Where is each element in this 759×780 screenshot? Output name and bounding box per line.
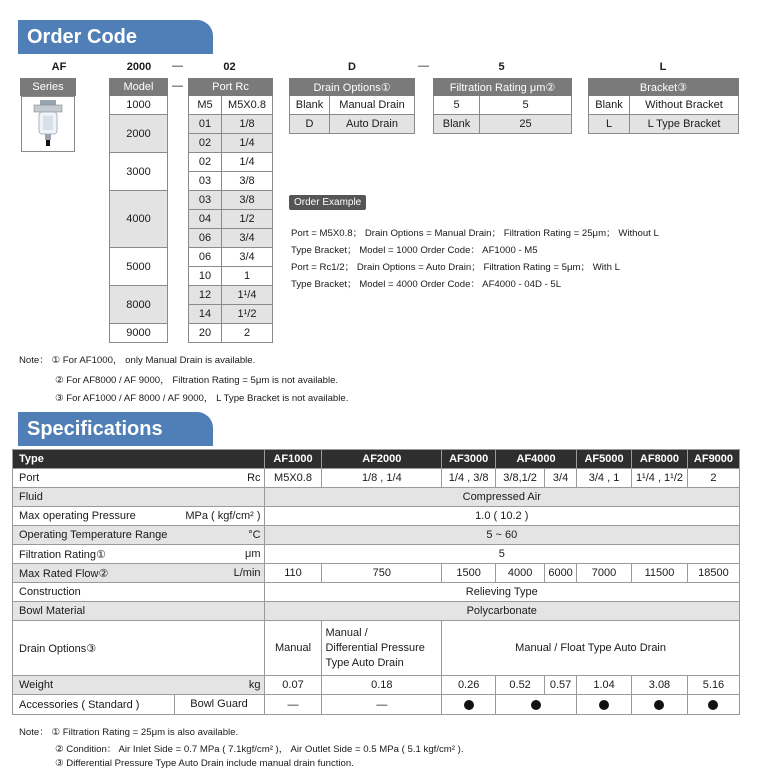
spec-value: Compressed Air <box>264 488 739 507</box>
spec-value: — <box>264 695 322 715</box>
spec-value: Manual <box>264 621 322 676</box>
spec-model-header: AF3000 <box>442 450 496 469</box>
port-size: 3/8 <box>222 172 273 191</box>
port-size: 1/2 <box>222 210 273 229</box>
model-cell: 2000 <box>110 115 168 153</box>
order-example-line: Type Bracket； Model = 4000 Order Code： AF4000 - 04D - 5L <box>291 279 562 290</box>
bracket-header: Bracket③ <box>589 79 739 96</box>
included-dot-icon <box>654 700 664 710</box>
spec-value: Polycarbonate <box>264 602 739 621</box>
port-code: 02 <box>189 153 222 172</box>
included-dot-icon <box>531 700 541 710</box>
code-af: AF <box>51 61 67 73</box>
spec-value: 0.26 <box>442 676 496 695</box>
filter-header: Filtration Rating μm② <box>434 79 572 96</box>
spec-unit: L/min <box>233 566 261 579</box>
model-cell: 5000 <box>110 248 168 286</box>
port-header: Port Rc <box>189 79 273 96</box>
spec-row-pressure <box>13 507 740 526</box>
dash: — <box>172 80 183 92</box>
port-code: 14 <box>189 305 222 324</box>
spec-row-weight <box>13 676 740 695</box>
port-code: 20 <box>189 324 222 343</box>
spec-unit: °C <box>248 529 261 541</box>
model-table <box>109 78 168 343</box>
spec-label: Drain Options③ <box>13 621 265 676</box>
spec-unit: Rc <box>247 472 261 484</box>
spec-value: 1¹/4 , 1¹/2 <box>632 469 688 488</box>
spec-value: Relieving Type <box>264 583 739 602</box>
bracket-code: L <box>589 115 630 134</box>
spec-value: 3/8,1/2 <box>496 469 545 488</box>
spec-value: — <box>322 695 442 715</box>
order-code-banner: Order Code <box>18 20 213 54</box>
order-note: Note： ① For AF1000， only Manual Drain is available. <box>19 355 256 366</box>
spec-unit: kg <box>248 679 261 691</box>
spec-value: M5X0.8 <box>264 469 322 488</box>
spec-row-construction <box>13 583 740 602</box>
port-code: 10 <box>189 267 222 286</box>
spec-row-bowl <box>13 602 740 621</box>
model-header: Model <box>110 79 168 96</box>
filter-code: Blank <box>434 115 480 134</box>
code-port: 02 <box>223 61 236 73</box>
order-note: ② For AF8000 / AF 9000， Filtration Rating = 5μm is not available. <box>55 375 339 386</box>
spec-value: 11500 <box>632 564 688 583</box>
spec-value: 5 <box>264 545 739 564</box>
spec-unit: MPa ( kgf/cm² ) <box>185 510 261 522</box>
drain-desc: Manual Drain <box>330 96 415 115</box>
spec-header-row <box>13 450 740 469</box>
spec-value: 750 <box>322 564 442 583</box>
spec-label: Accessories ( Standard ) <box>19 698 140 711</box>
spec-model-header: AF8000 <box>632 450 688 469</box>
spec-value: 3/4 , 1 <box>577 469 632 488</box>
spec-label: Max operating Pressure <box>19 510 136 522</box>
drain-code: Blank <box>290 96 330 115</box>
filter-value: 5 <box>480 96 572 115</box>
port-size: 3/4 <box>222 248 273 267</box>
model-cell: 3000 <box>110 153 168 191</box>
bracket-desc: Without Bracket <box>630 96 739 115</box>
port-size: 1¹/2 <box>222 305 273 324</box>
bracket-desc: L Type Bracket <box>630 115 739 134</box>
spec-value: 1/4 , 3/8 <box>442 469 496 488</box>
spec-value: 4000 <box>496 564 545 583</box>
filter-code: 5 <box>434 96 480 115</box>
spec-value-line: Type Auto Drain <box>325 656 404 669</box>
spec-label: Operating Temperature Range <box>19 529 168 541</box>
spec-note: ② Condition： Air Inlet Side = 0.7 MPa ( 7.1kgf/cm² )， Air Outlet Side = 0.5 MPa ( 5.1 kgf/cm² ). <box>55 744 464 755</box>
spec-model-header: AF4000 <box>496 450 577 469</box>
port-size: M5X0.8 <box>222 96 273 115</box>
spec-value: 5 ~ 60 <box>264 526 739 545</box>
spec-label: Construction <box>13 583 265 602</box>
port-code: 02 <box>189 134 222 153</box>
spec-value: 0.57 <box>545 676 577 695</box>
order-example-line: Port = Rc1/2； Drain Options = Auto Drain； Filtration Rating = 5μm； With L <box>291 262 620 273</box>
model-cell: 9000 <box>110 324 168 343</box>
port-size: 1/4 <box>222 134 273 153</box>
code-filter: 5 <box>498 61 505 73</box>
dash: — <box>172 60 183 72</box>
spec-label: Fluid <box>13 488 265 507</box>
spec-row-filtration <box>13 545 740 564</box>
order-example-line: Port = M5X0.8； Drain Options = Manual Drain； Filtration Rating = 25μm； Without L <box>291 228 659 239</box>
spec-label: Bowl Material <box>13 602 265 621</box>
spec-value: 1/8 , 1/4 <box>322 469 442 488</box>
spec-row-accessories <box>13 695 740 715</box>
model-cell: 1000 <box>110 96 168 115</box>
port-code: M5 <box>189 96 222 115</box>
bracket-code: Blank <box>589 96 630 115</box>
spec-row-fluid <box>13 488 740 507</box>
specifications-table <box>12 449 740 715</box>
spec-unit: μm <box>245 547 261 560</box>
spec-value: 1.04 <box>577 676 632 695</box>
spec-type-header: Type <box>13 450 265 469</box>
spec-label: Max Rated Flow② <box>19 567 109 580</box>
included-dot-icon <box>708 700 718 710</box>
port-size: 1¹/4 <box>222 286 273 305</box>
spec-value: 1500 <box>442 564 496 583</box>
spec-value: 0.52 <box>496 676 545 695</box>
filter-table <box>433 78 572 134</box>
spec-row-drain <box>13 621 740 676</box>
filter-value: 25 <box>480 115 572 134</box>
code-bracket: L <box>659 61 667 73</box>
series-table <box>20 78 76 96</box>
drain-code: D <box>290 115 330 134</box>
spec-value: 110 <box>264 564 322 583</box>
model-cell: 8000 <box>110 286 168 324</box>
order-example-label: Order Example <box>289 195 366 210</box>
spec-model-header: AF2000 <box>322 450 442 469</box>
spec-label: Filtration Rating① <box>19 548 106 561</box>
spec-value: 5.16 <box>687 676 739 695</box>
spec-unit: Bowl Guard <box>174 695 264 714</box>
model-cell: 4000 <box>110 191 168 248</box>
spec-value: Manual / Float Type Auto Drain <box>442 621 740 676</box>
spec-value: 18500 <box>687 564 739 583</box>
spec-value: 0.07 <box>264 676 322 695</box>
port-code: 06 <box>189 229 222 248</box>
port-size: 1/8 <box>222 115 273 134</box>
specifications-banner: Specifications <box>18 412 213 446</box>
included-dot-icon <box>464 700 474 710</box>
drain-table <box>289 78 415 134</box>
drain-header: Drain Options① <box>290 79 415 96</box>
series-header: Series <box>21 79 76 96</box>
port-code: 01 <box>189 115 222 134</box>
spec-note: ③ Differential Pressure Type Auto Drain include manual drain function. <box>55 758 354 769</box>
port-size: 1 <box>222 267 273 286</box>
spec-model-header: AF1000 <box>264 450 322 469</box>
order-example-line: Type Bracket； Model = 1000 Order Code： AF1000 - M5 <box>291 245 538 256</box>
spec-value: 2 <box>687 469 739 488</box>
spec-note: Note： ① Filtration Rating = 25μm is also available. <box>19 727 239 738</box>
port-code: 06 <box>189 248 222 267</box>
spec-value-line: Manual / <box>325 626 368 639</box>
port-code: 12 <box>189 286 222 305</box>
port-size: 3/8 <box>222 191 273 210</box>
port-code: 03 <box>189 191 222 210</box>
port-code: 04 <box>189 210 222 229</box>
port-code: 03 <box>189 172 222 191</box>
drain-desc: Auto Drain <box>330 115 415 134</box>
order-note: ③ For AF1000 / AF 8000 / AF 9000， L Type Bracket is not available. <box>55 393 349 404</box>
spec-value: 3.08 <box>632 676 688 695</box>
spec-row-flow <box>13 564 740 583</box>
port-size: 2 <box>222 324 273 343</box>
port-size: 3/4 <box>222 229 273 248</box>
code-model: 2000 <box>126 61 152 73</box>
spec-row-port <box>13 469 740 488</box>
spec-model-header: AF9000 <box>687 450 739 469</box>
spec-model-header: AF5000 <box>577 450 632 469</box>
code-drain: D <box>348 61 356 73</box>
spec-value: 1.0 ( 10.2 ) <box>264 507 739 526</box>
included-dot-icon <box>599 700 609 710</box>
spec-value: 0.18 <box>322 676 442 695</box>
spec-value: 6000 <box>545 564 577 583</box>
spec-row-temperature <box>13 526 740 545</box>
spec-value: 7000 <box>577 564 632 583</box>
spec-label: Port <box>19 472 40 484</box>
port-size: 1/4 <box>222 153 273 172</box>
dash: — <box>418 60 429 72</box>
port-table <box>188 78 273 343</box>
spec-value: 3/4 <box>545 469 577 488</box>
bracket-table <box>588 78 739 134</box>
spec-value-line: Differential Pressure <box>325 641 425 654</box>
spec-label: Weight <box>19 679 54 691</box>
filter-unit-image <box>21 96 75 152</box>
